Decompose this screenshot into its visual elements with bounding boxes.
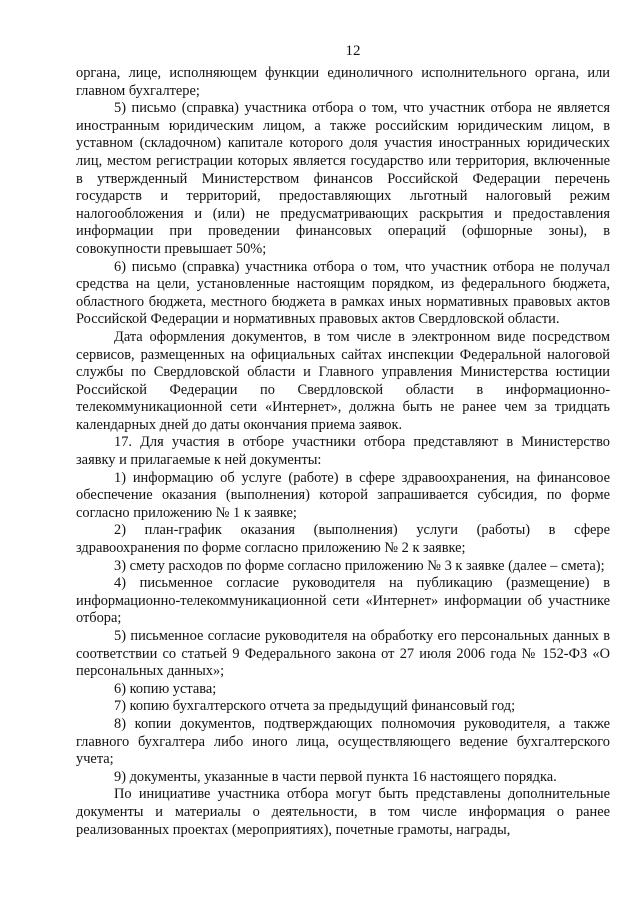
document-body xyxy=(76,65,610,839)
paragraph: 9) документы, указанные в части первой пункта 16 настоящего порядка. xyxy=(114,768,557,785)
paragraph: 6) письмо (справка) участника отбора о том, что участник отбора не получал средства на цели, установленные настоящим порядком, из федерального бюджета, областного бюджета, местного бюджета в рамках иных нормативных правовых актов Российской Федерации и нормативных правовых актов Свердловской области. xyxy=(76,258,610,328)
paragraph: 3) смету расходов по форме согласно приложению № 3 к заявке (далее – смета); xyxy=(114,557,605,574)
paragraph: 1) информацию об услуге (работе) в сфере здравоохранения, на финансовое обеспечение оказания (выполнения) которой запрашивается субсидия, по форме согласно приложению № 1 к заявке; xyxy=(76,469,610,521)
paragraph: 7) копию бухгалтерского отчета за предыдущий финансовый год; xyxy=(114,698,516,715)
paragraph: 8) копии документов, подтверждающих полномочия руководителя, а также главного бухгалтера либо иного лица, осуществляющего ведение бухгалтерского учета; xyxy=(76,715,610,768)
paragraph: 5) письмо (справка) участника отбора о том, что участник отбора не является иностранным юридическим лицом, а также российским юридическим лицом, в уставном (складочном) капитале которого доля участия иностранных юридических лиц, местом регистрации которых является государство или территория, включенные в утвержденный Министерством финансов Российской Федерации перечень государств и территорий, предоставляющих льготный налоговый режим налогообложения и (или) не предусматривающих раскрытия и предоставления информации при проведении финансовых операций (офшорные зоны), в совокупности превышает 50%; xyxy=(76,100,610,257)
paragraph: По инициативе участника отбора могут быть представлены дополнительные документы и материалы о деятельности, в том числе информация о ранее реализованных проектах (мероприятиях), почетные грамоты, награды, xyxy=(76,786,610,838)
paragraph: 5) письменное согласие руководителя на обработку его персональных данных в соответствии со статьей 9 Федерального закона от 27 июля 2006 года № 152-ФЗ «О персональных данных»; xyxy=(76,628,610,680)
paragraph: Дата оформления документов, в том числе в электронном виде посредством сервисов, размещенных на официальных сайтах инспекции Федеральной налоговой службы по Свердловской области и Главного управления Министерства юстиции Российской Федерации по Свердловской области в информационно-телекоммуникационной сети «Интернет», должна быть не ранее чем за тридцать календарных дней до даты окончания приема заявок. xyxy=(76,328,610,433)
paragraph: 17. Для участия в отборе участники отбора представляют в Министерство заявку и прилагаемые к ней документы: xyxy=(76,434,610,469)
paragraph: 2) план-график оказания (выполнения) услуги (работы) в сфере здравоохранения по форме согласно приложению № 2 к заявке; xyxy=(76,522,610,557)
paragraph: органа, лице, исполняющем функции единоличного исполнительного органа, или главном бухгалтере; xyxy=(76,65,610,99)
page-number: 12 xyxy=(345,43,361,59)
paragraph: 4) письменное согласие руководителя на публикацию (размещение) в информационно-телекоммуникационной сети «Интернет» информации об участнике отбора; xyxy=(76,575,610,627)
paragraph: 6) копию устава; xyxy=(114,680,217,697)
